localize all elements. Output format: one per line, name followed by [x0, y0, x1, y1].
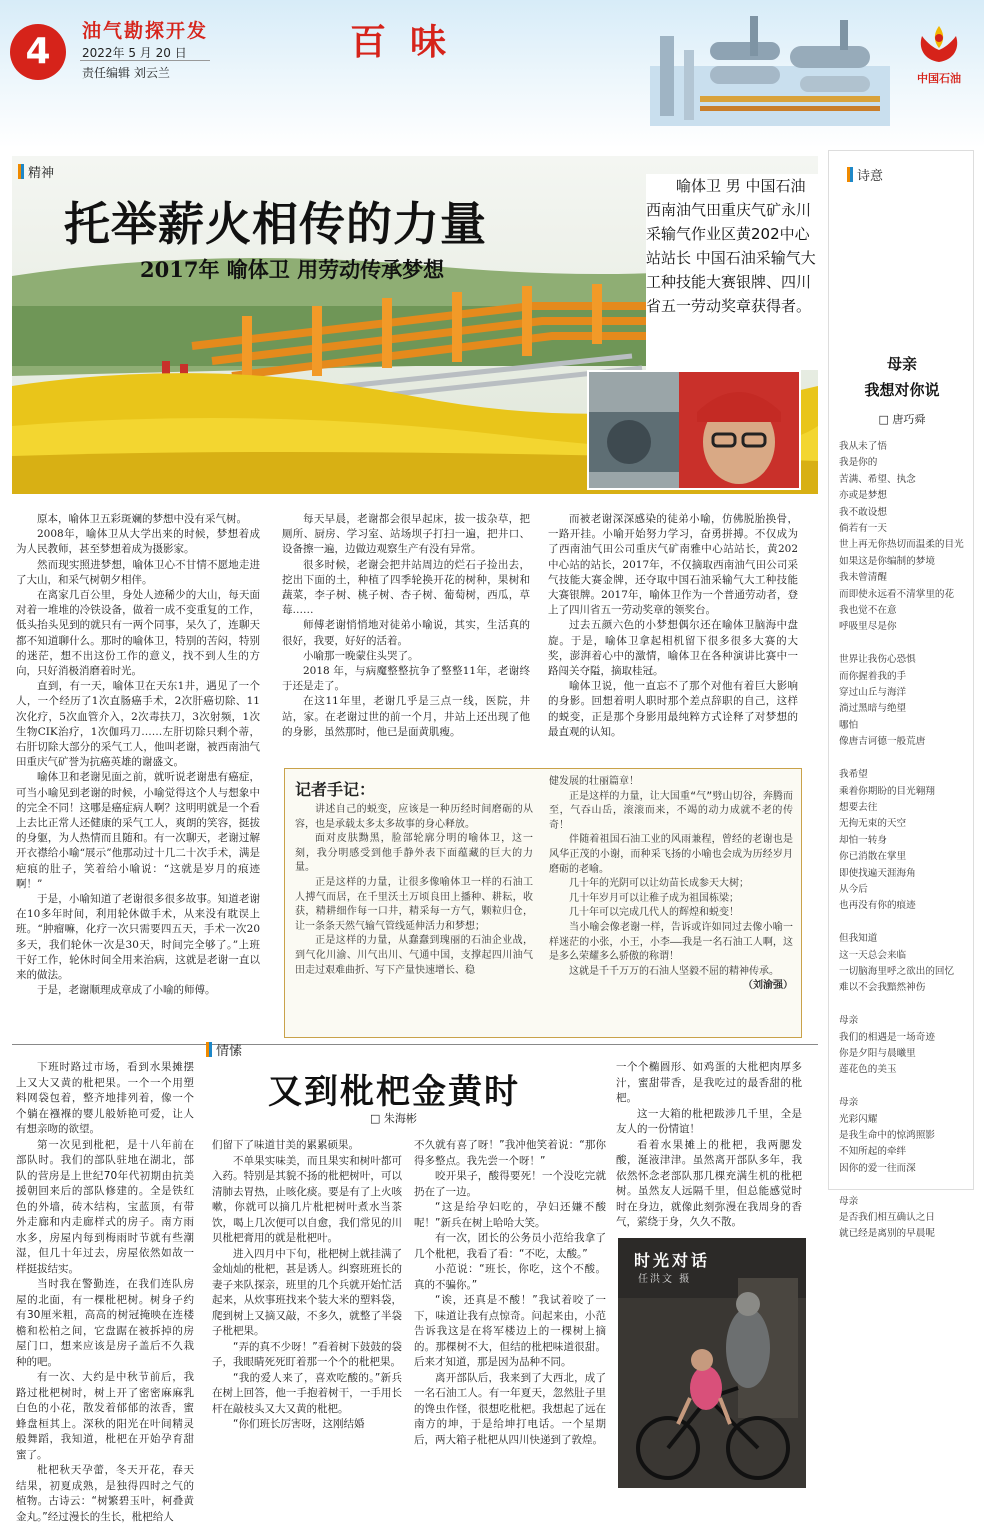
lead-column-3: [548, 512, 798, 740]
poem-line: 我是你的: [839, 457, 878, 469]
poem-body: [839, 439, 969, 1259]
loquat-column-2: [212, 1138, 402, 1433]
poem-line: 即使找遍天涯海角: [839, 867, 916, 879]
note-paragraph: 正是这样的力量，让很多像喻体卫一样的石油工人搏气而居，在千里沃土万顷良田上播种、耕耘，收获，精耕细作每一口井，精采每一方气，颗粒归仓，让一条条天然气输气管线延伸活力和梦想；: [295, 876, 533, 932]
poem-line: 你是夕阳与晨曦里: [839, 1047, 916, 1059]
poem-line: 呼吸里尽是你: [839, 621, 897, 633]
poem-line: 倘若有一天: [839, 523, 887, 535]
tag-marker-icon: [206, 1042, 212, 1057]
poem-line: 母亲: [839, 1097, 859, 1109]
loquat-column-1: [16, 1060, 194, 1525]
poem-box: [828, 150, 974, 1240]
lead-column-1: [16, 512, 260, 999]
section-divider: [12, 1044, 818, 1045]
note-paragraph: 伴随着祖国石油工业的风雨兼程，曾经的老谢也是风华正茂的小谢，而种采飞扬的小喻也会成为历经岁月磨砺的老喻。: [549, 834, 793, 875]
note-paragraph: 几十年岁月可以让稚子成为祖国栋梁；: [569, 892, 739, 904]
loquat-column-3: [414, 1138, 606, 1448]
paragraph: 而被老谢深深感染的徒弟小喻，仿佛脱胎换骨，一路开挂。小喻开始努力学习，奋勇拼搏。不仅成为了西南油气田公司重庆气矿南雅中心站站长，黄202中心站的站长，2017年，不仅摘取西南油气田公司采气技能大赛金牌，还夺取中国石油采输气大工种技能大赛银牌。2017年，喻体卫作为一个普通劳动者，登上了四川省五一劳动奖章的领奖台。: [548, 513, 798, 617]
poem-line: 我也觉不在意: [839, 605, 897, 617]
cnpc-emblem-icon: [916, 24, 962, 64]
paragraph: “诶，还真是不酸！”我试着咬了一下，味道让我有点惊奇。问起来由，小范告诉我这是在将军楼边上的一棵树上摘的。那棵树不大，但结的枇杷味道很甜。后来才知道，那是因为品种不同。: [414, 1294, 606, 1368]
paragraph: 小范说：“班长，你吃，这个不酸。真的不骗你。”: [414, 1263, 606, 1291]
paragraph: 小喻那一晚蒙住头哭了。: [303, 649, 419, 662]
worker-portrait: [589, 372, 799, 488]
paragraph: 们留下了味道甘美的累累硕果。: [212, 1139, 359, 1151]
poem-line: 难以不会我黯然神伤: [839, 982, 926, 994]
poem-line: 哪怕: [839, 719, 859, 731]
loquat-headline: 又到枇杷金黄时: [268, 1072, 520, 1112]
photo-credit: 任洪文 摄: [638, 1274, 692, 1285]
poem-line: 却怕一转身: [839, 834, 887, 846]
poem-line: 我从未了悟: [839, 441, 887, 452]
note-paragraph: 讲述自己的蜕变，应该是一种历经时间磨砺的从容，也是承载太多太多故事的身心释放。: [295, 804, 533, 830]
poem-line: 淌过黑暗与绝望: [839, 703, 907, 715]
paragraph: 有一次、大约是中秋节前后，我路过枇杷树时，树上开了密密麻麻乳白色的小花，散发着郁郁的浓香，蜜蜂盘桓其上。深秋的阳光在叶间精灵般舞蹈，我知道，枇杷在开始孕育甜蜜了。: [16, 1371, 194, 1461]
section-title: 百味: [350, 21, 471, 63]
paragraph: 这一大箱的枇杷跋涉几千里，全是友人的一份情谊！: [616, 1107, 802, 1135]
paragraph: 在这11年里，老谢几乎是三点一线，医院，井站，家。在老谢过世的前一个月，井站上还出现了他的身影，虽然那时，他已是面黄肌瘦。: [282, 695, 530, 738]
lead-headline: 托举薪火相传的力量: [64, 197, 487, 251]
profile-box: [646, 174, 818, 370]
loquat-author: □ 朱海彬: [370, 1112, 417, 1125]
refinery-illustration: [640, 6, 900, 126]
poem-line: 乘着你期盼的目光翱翔: [839, 785, 935, 797]
poem-line: 像唐吉诃德一般荒唐: [839, 736, 926, 748]
poem-line: 从今后: [839, 883, 868, 895]
paragraph: 然而现实照进梦想，喻体卫心不甘情不愿地走进了大山，和采气树朝夕相伴。: [16, 558, 260, 586]
poem-line: 母亲: [839, 1015, 859, 1027]
paragraph: 2008年，喻体卫从大学出来的时候，梦想着成为人民教师，甚至梦想着成为摄影家。: [16, 528, 260, 556]
masthead: [0, 0, 984, 148]
note-paragraph: 健发展的壮丽篇章！: [549, 776, 639, 787]
paragraph: 当时我在警勤连，在我们连队房屋的北面，有一棵枇杷树。树身子约有30厘米粗，高高的树冠掩映在连楼檐和松柏之间，它盘踞在被拆掉的房屋门口，想来应该是房子盖后不久栽种的吧。: [16, 1278, 194, 1368]
poem-line: 因你的爱一往而深: [839, 1162, 916, 1174]
page-number: 4: [10, 24, 66, 80]
poem-line: 穿过山丘与海洋: [839, 687, 907, 699]
paper-name: 油气勘探开发: [82, 20, 209, 42]
paragraph: 师傅老谢悄悄地对徒弟小喻说，其实，生活真的很好，我要，好好的活着。: [282, 619, 530, 647]
poem-line: 无拘无束的天空: [839, 818, 907, 830]
poem-line: 母亲: [839, 1195, 859, 1207]
paragraph: 过去五颜六色的小梦想偶尔还在喻体卫脑海中盘旋。于是，喻体卫拿起相机留下很多很多大赛的大奖，澎湃着心中的激情，喻体卫在各种演讲比赛中一路闯关夺隘，摘取桂冠。: [548, 619, 798, 678]
paragraph: 在离家几百公里，身处人迹稀少的大山，每天面对着一堆堆的冷铁设备，做着一成不变重复的工作，低头抬头见到的就只有一两个同事，呆久了，连聊天都不知道聊什么。那时的喻体卫，特别的苦闷，特别的迷茫，想不出这份工作的意义，找不到人生的方向，只好消极消磨着时光。: [16, 589, 260, 678]
poem-line: 一切脑海里呼之欲出的回忆: [839, 965, 955, 977]
poem-line: 光彩闪耀: [839, 1113, 878, 1125]
paragraph: “弄的真不少呀！”看着树下鼓鼓的袋子，我眼睛死死盯着那一个个的枇杷果。: [212, 1340, 402, 1368]
paragraph: 不久就有喜了呀！”我冲他笑着说：“那你得多整点。我先尝一个呀！”: [414, 1139, 606, 1167]
poem-line: 如果这是你编制的梦境: [839, 555, 935, 567]
masthead-divider: [80, 60, 210, 61]
note-paragraph: 这就是千千万万的石油人坚毅不屈的精神传承。: [569, 965, 779, 977]
poem-line: 是我生命中的惊鸿照影: [839, 1129, 935, 1141]
paragraph: 有一次，团长的公务员小范给我拿了几个枇杷，我看了看：“不吃，太酸。”: [414, 1232, 606, 1260]
section-tag-spirit: [18, 162, 54, 181]
poem-stanza: [839, 652, 969, 750]
poem-line: 想要去往: [839, 801, 878, 813]
poem-line: 我未曾清醒: [839, 572, 887, 584]
poem-line: 我们的相遇是一场奇迹: [839, 1031, 935, 1043]
paragraph: “我的爱人来了，喜欢吃酸的。”新兵在树上回答，他一手抱着树干，一手用长杆在敲枝头又大又黄的枇杷。: [212, 1371, 402, 1415]
poem-line: 世界让我伤心恐惧: [839, 654, 916, 666]
note-paragraph: 当小喻会像老谢一样，告诉或许如同过去像小喻一样迷茫的小张，小王，小李——我是一名石油工人啊，这是多么荣耀多么骄傲的称谓！: [549, 921, 793, 963]
poem-stanza: [839, 439, 969, 636]
notes-right-column: [549, 775, 793, 994]
paragraph: 下班时路过市场，看到水果摊摆上又大又黄的枇杷果。一个一个用塑料网袋包着，整齐地排列着，像一个个躺在襁褓的婴儿般娇艳可爱，让人有想亲吻的欲望。: [16, 1061, 194, 1135]
poem-line: 我希望: [839, 769, 868, 781]
photo-time-dialogue: [618, 1238, 806, 1488]
paragraph: 于是，小喻知道了老谢很多很多故事。知道老谢在10多年时间，利用轮休做手术，从来没有耽误上班。“肿瘤嘛，化疗一次只需要四五天，手术一次20多天，我们轮休一次是30天，时间完全够了。”上班干好工作，轮休时间全用来治病，这就是老谢一直以来的做法。: [16, 893, 260, 982]
notes-left-column: [295, 803, 533, 978]
paragraph: 咬开果子，酸得要死！一个没吃完就扔在了一边。: [414, 1170, 606, 1198]
paragraph: 第一次见到枇杷，是十八年前在部队时。我们的部队驻地在湖北，部队的营房是上世纪70年代初期由抗美援朝回来后的部队修建的。全是铁红色的外墙，砖木结构，宝蓝顶，有带外走廊和内走廊样式的房子。南方雨水多，房屋内每到梅雨时节就有些潮湿，但几十年过去，房屋依然如故一样挺拔结实。: [16, 1138, 194, 1275]
note-paragraph: 几十年可以完成几代人的辉煌和蜕变！: [569, 907, 739, 919]
poem-line: 莲花色的美玉: [839, 1064, 897, 1076]
paragraph: 2018 年，与病魔整整抗争了整整11年，老谢终于还是走了。: [282, 665, 530, 693]
poem-stanza: [839, 1194, 969, 1243]
poem-line: 世上再无你热切而温柔的目光: [839, 539, 964, 551]
paragraph: 枇杷秋天孕蕾，冬天开花，春天结果，初夏成熟，是独得四时之气的植物。古诗云：“树繁碧玉叶，柯叠黄金丸。”经过漫长的生长，枇杷给人: [16, 1464, 194, 1523]
tag-marker-icon: [18, 164, 24, 179]
note-paragraph: 几十年的光阴可以让幼苗长成参天大树；: [569, 878, 749, 890]
paragraph: “你们班长厉害呀，这刚结婚: [233, 1418, 365, 1430]
paragraph: 喻体卫说，他一直忘不了那个对他有着巨大影响的身影。回想着明人职时那个差点辞职的自己，这样的蜕变，正是那个身影用最纯粹方式诠释了对梦想的最直观的认知。: [548, 680, 798, 738]
paragraph: 于是，老谢顺理成章成了小喻的师傅。: [37, 984, 216, 997]
poem-line: 但我知道: [839, 933, 878, 945]
paragraph: 直到，有一天，喻体卫在天东1井，遇见了一个人，一个经历了1次直肠癌手术，2次肝癌切除、11次化疗，5次血管介入，2次毒扶刀，3次射频，1次生物CIK治疗，1次伽玛刀……左肝切除只剩个蒂，右肝切除大部分的采气工人，他叫老谢，被西南油气田重庆气矿誉为抗癌英雄的谢盛文。: [16, 680, 260, 769]
notes-title: 记者手记：: [295, 780, 376, 799]
lead-subhead: 2017年 喻体卫 用劳动传承梦想: [140, 257, 445, 282]
poem-line: 就已经是离别的早晨呢: [839, 1228, 935, 1240]
poem-line: 你已消散在掌里: [839, 851, 907, 863]
poem-line: 而你握着我的手: [839, 670, 907, 682]
cnpc-logo: [904, 24, 974, 86]
poem-title-line-2: 我想对你说: [864, 381, 940, 399]
poem-line: 亦或是梦想: [839, 490, 887, 502]
section-tag-poetry: [847, 165, 883, 184]
poem-stanza: [839, 1013, 969, 1079]
note-paragraph: 正是这样的力量，让大国重“气”劈山切谷，奔腾而至，气吞山岳，滚滚而来，不竭的动力成就不老的传奇！: [549, 790, 793, 831]
poem-line: 是否我们相互确认之日: [839, 1212, 935, 1223]
paragraph: 一个个椭圆形、如鸡蛋的大枇杷肉厚多汁，蜜甜带香，是我吃过的最香甜的枇杷。: [616, 1061, 802, 1104]
paragraph: 不单果实味美，而且果实和树叶都可入药。特别是其貌不扬的枇杷树叶，可以清肺去胃热，止咳化痰。要是有了上火咳嗽，你就可以摘几片枇杷树叶煮水当茶饮，喝上几次便可以自愈，我们常见的川贝枇杷膏用的就是枇杷叶。: [212, 1154, 402, 1244]
tag-label: 诗意: [857, 169, 884, 184]
poem-line: 苦满、希望、执念: [839, 473, 916, 485]
lead-column-2: [282, 512, 530, 740]
paragraph: “这是给孕妇吃的，孕妇还嫌不酸呢！”新兵在树上哈哈大笑。: [414, 1201, 606, 1229]
paragraph: 原本，喻体卫五彩斑斓的梦想中没有采气树。: [37, 513, 247, 525]
notes-signature: （刘渝强）: [743, 980, 793, 992]
poem-stanza: [839, 931, 969, 997]
note-paragraph: 正是这样的力量，从蠢蠢到瑰丽的石油企业战，到气化川渝、川气出川、气通中国，支撑起四川油气田走过艰难曲折、写下产量快速增长、稳: [295, 935, 533, 976]
paragraph: 进入四月中下旬，枇杷树上就挂满了金灿灿的枇杷，甚是诱人。纠察班班长的妻子来队探亲，班里的几个兵就开始忙活起来，从炊事班找来个装大米的塑料袋，爬到树上又摘又敲，不多久，就整了半袋子枇杷果。: [212, 1247, 402, 1337]
poem-line: 不知所起的牵绊: [839, 1146, 907, 1158]
poem-title-line-1: 母亲: [886, 355, 917, 373]
section-tag-sentiment: [206, 1040, 242, 1059]
note-paragraph: 面对皮肤黝黑，脸部轮廓分明的喻体卫，这一刻，我分明感受到他手静外表下面蕴藏的巨大的力量。: [295, 833, 533, 874]
paragraph: 看着水果摊上的枇杷，我两腮发酸，涎液津津。虽然离开部队多年，我依然怀念老部队那几棵充满生机的枇杷树。虽然友人远隔千里，但总能感觉时时在身边，就像此刻弥漫在我周身的香气，萦绕于身，久久不散。: [616, 1138, 802, 1228]
paragraph: 很多时候，老谢会把井站周边的烂石子捡出去，挖出下面的土，种植了四季轮换开花的树种，果树和蔬菜，李子树、桃子树、杏子树、葡萄树，西瓜，草莓……: [282, 558, 530, 617]
tag-marker-icon: [847, 167, 853, 182]
poem-line: 我不敢设想: [839, 506, 887, 518]
loquat-column-4: [616, 1060, 802, 1231]
poem-stanza: [839, 1095, 969, 1177]
paragraph: 离开部队后，我来到了大西北，成了一名石油工人。有一年夏天，忽然肚子里的馋虫作怪，很想吃枇杷。我想起了远在南方的坤，于是给坤打电话。一个星期后，两大箱子枇杷从四川快递到了敦煌。: [414, 1371, 606, 1446]
poem-author: □ 唐巧舜: [878, 413, 926, 426]
paragraph: 喻体卫和老谢见面之前，就听说老谢患有癌症，可当小喻见到老谢的时候，小喻觉得这个人与想象中的完全不同！这哪是癌症病人啊？这明明就是一个看上去比正常人还健康的采气工人，爽朗的笑容，挺拔的身躯，为人热情而且随和。有一次聊天，老谢过解开衣襟给小喻“展示”他那动过十几二十次手术，满是疤痕的肚子，笑着给小喻说：“这就是岁月的痕迹啊！”: [16, 771, 260, 890]
tag-label: 精神: [28, 166, 55, 181]
paragraph: 每天早晨，老谢都会很早起床，拔一拔杂草，把厕所、厨房、学习室、站场坝子打扫一遍，把井口、设备擦一遍，边做边观察生产有没有异常。: [282, 513, 530, 556]
poem-stanza: [839, 767, 969, 915]
tag-label: 情愫: [216, 1044, 243, 1059]
inset-photo-worker: [587, 370, 801, 490]
issue-date: 2022年 5 月 20 日: [82, 46, 187, 60]
poem-line: 而即使永远看不清掌里的花: [839, 588, 955, 600]
photo-title: 时光对话: [634, 1251, 711, 1270]
poem-line: 也再没有你的痕迹: [839, 900, 916, 912]
reporter-notes-box: [284, 768, 802, 1038]
poem-line: 这一天总会来临: [839, 949, 907, 961]
brand-name: 中国石油: [917, 72, 961, 85]
profile-text: 喻体卫 男 中国石油西南油气田重庆气矿永川采输气作业区黄202中心站站长 中国石油采输气大工种技能大赛银牌、四川省五一劳动奖章获得者。: [646, 177, 816, 315]
responsible-editor: 责任编辑 刘云兰: [82, 66, 170, 80]
